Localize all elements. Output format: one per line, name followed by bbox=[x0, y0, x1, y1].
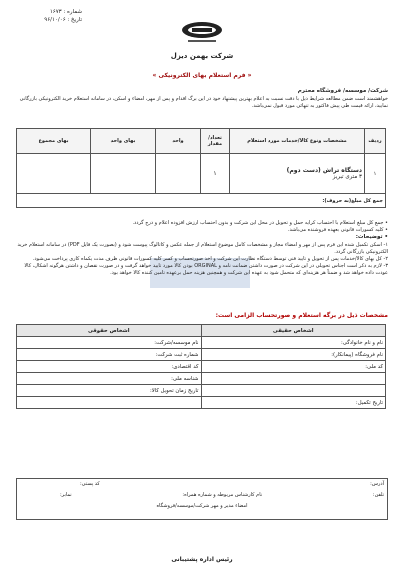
table-row bbox=[17, 385, 386, 397]
col-header-quantity: تعداد/مقدار bbox=[201, 129, 230, 154]
table-row bbox=[17, 337, 386, 349]
signature-title: رئیس اداره پشتیبانی bbox=[171, 556, 233, 563]
fax-field[interactable]: نمابر: bbox=[60, 492, 72, 498]
table-row bbox=[17, 361, 386, 373]
row-quantity: ۱ bbox=[201, 154, 230, 194]
field-natural[interactable]: نام فروشگاه (پیمانکار): bbox=[201, 349, 386, 361]
field-legal[interactable]: کد اقتصادی: bbox=[17, 361, 202, 373]
company-name: شرکت بهمن دیزل bbox=[170, 52, 234, 60]
phone-field[interactable]: تلفن: bbox=[372, 492, 384, 498]
field-legal[interactable]: شماره ثبت شرکت: bbox=[17, 349, 202, 361]
row-unit[interactable] bbox=[156, 154, 201, 194]
contact-box bbox=[16, 478, 388, 520]
field-natural[interactable]: کد ملی: bbox=[201, 361, 386, 373]
field-natural[interactable] bbox=[201, 385, 386, 397]
field-natural[interactable] bbox=[201, 373, 386, 385]
note-4: ۲- کل بهای کالا/خدمات پس از تحویل و تایید فنی توسط دستگاه نظارت این شرکت و اخذ صورتحساب و کسر کلیه کسورات قانونی ظرف مدت یکماه کاری پرداخت می‌شود. bbox=[32, 255, 388, 262]
specs-table bbox=[16, 324, 386, 409]
address-field[interactable]: آدرس: bbox=[370, 481, 384, 487]
col-header-index: ردیف bbox=[365, 129, 386, 154]
postal-code-field[interactable]: کد پستی: bbox=[80, 481, 100, 487]
note-1: • جمع کل مبلغ استعلام با احتساب کرایه حمل و تحویل در محل این شرکت و بدون احتساب ارزش افزوده اعلام و درج گردد. bbox=[132, 220, 388, 226]
col-header-unit-price: بهای واحد bbox=[91, 129, 156, 154]
table-row bbox=[17, 397, 386, 409]
sign-field[interactable]: امضاء مدیر و مهر شرکت/موسسه/فروشگاه bbox=[156, 503, 248, 509]
document-number: شماره : ۱۶۷۳ bbox=[49, 9, 82, 15]
field-natural[interactable]: نام و نام خانوادگی: bbox=[201, 337, 386, 349]
col-header-total: بهای مجموع bbox=[17, 129, 91, 154]
salutation: شرکت/ موسسه/ فروشگاه محترم bbox=[297, 88, 388, 94]
item-title: دستگاه تراش (دست دوم) bbox=[286, 167, 362, 174]
row-index: ۱ bbox=[365, 154, 386, 194]
row-description bbox=[230, 154, 365, 194]
note-5: ۳- لازم به ذکر است اجناس تحویلی در این شرکت در صورت داشتن ضمانت نامه و ORGINAL بودن کالا مورد تایید خواهد گرفت و در صورت نقصان و داشتن هرگونه اشکال، کالا عودت داده خواهد شد و ضمناً هر هزینه‌ای که متحمل شود به عهده این شرکت و همچنین هزینه حمل برعهده تامین کننده کالا خواهد بود. bbox=[24, 262, 388, 276]
field-natural[interactable]: تاریخ تکمیل: bbox=[201, 397, 386, 409]
form-title: « فرم استعلام بهای الکترونیکی » bbox=[152, 72, 252, 79]
field-legal[interactable]: شناسه ملی: bbox=[17, 373, 202, 385]
table-row bbox=[17, 373, 386, 385]
table-row bbox=[17, 349, 386, 361]
notes-section bbox=[14, 220, 388, 277]
table-row bbox=[17, 154, 386, 194]
staff-field[interactable]: نام کارشناس مربوطه و شماره همراه: bbox=[182, 492, 263, 498]
total-in-words-label[interactable]: جمع کل مبلغ(به حروف): bbox=[17, 194, 386, 208]
row-unit-price[interactable] bbox=[91, 154, 156, 194]
col-header-unit: واحد bbox=[156, 129, 201, 154]
company-logo-icon bbox=[176, 16, 228, 52]
specs-title: مشخصات ذیل در برگه استعلام و صورتحساب الزامی است: bbox=[215, 312, 388, 319]
intro-body: خواهشمند است ضمن مطالعه شرایط ذیل با دقت نسبت به اعلام بهترین پیشنهاد خود در این برگ اقدام و پس از مهر، امضاء و اسکن، در سامانه استعلام خرید الکترونیکی بازرگانی نمایید، ارائه قیمت طی پیش فاکتور به تنهائی مورد قبول نمی‌باشد. bbox=[19, 95, 388, 109]
field-legal[interactable]: نام موسسه/شرکت: bbox=[17, 337, 202, 349]
col-legal-persons: اشخاص حقوقی bbox=[17, 325, 202, 337]
field-legal[interactable]: تاریخ زمان تحویل کالا: bbox=[17, 385, 202, 397]
note-3: ۱- اسکن تکمیل شده این فرم پس از مهر و امضاء مجاز و مشخصات کامل موضوع استعلام از جمله عکس و کاتالوگ پیوست شود و (بصورت یک فایل PDF) در سامانه استعلام خرید الکترونیکی بازرگانی گردد. bbox=[17, 241, 388, 255]
items-table bbox=[16, 128, 386, 208]
field-legal[interactable] bbox=[17, 397, 202, 409]
note-2: • کلیه کسورات قانونی بعهده فروشنده می‌باشد. bbox=[287, 227, 388, 233]
col-header-description: مشخصات ونوع کالا/خدمات مورد استعلام bbox=[230, 129, 365, 154]
table-total-row bbox=[17, 194, 386, 208]
col-natural-persons: اشخاص حقیقی bbox=[201, 325, 386, 337]
intro-section bbox=[14, 88, 388, 110]
notes-title: • توضیحات: bbox=[355, 234, 388, 240]
item-sub: ۳ متری تبریز bbox=[332, 174, 362, 180]
document-meta bbox=[12, 8, 82, 24]
row-total[interactable] bbox=[17, 154, 91, 194]
document-date: تاریخ : ۹۶/۱۰/۰۶ bbox=[44, 17, 82, 23]
